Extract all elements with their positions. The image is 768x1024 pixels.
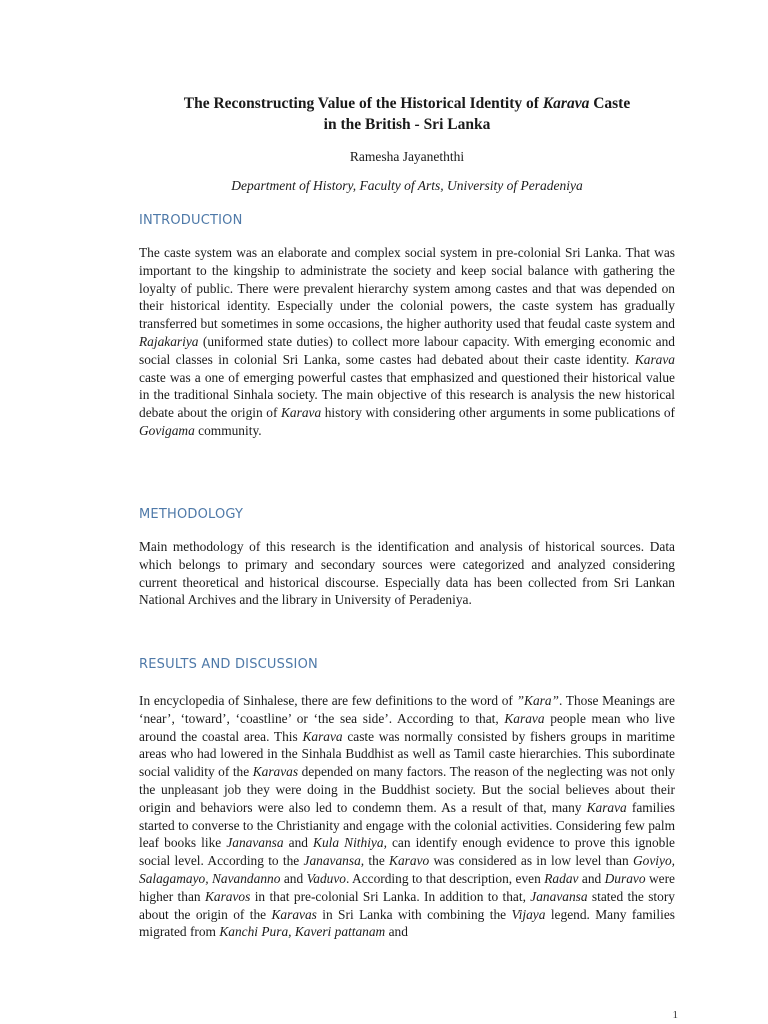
italic-term: Janavansa (530, 888, 588, 904)
text-run: . According to that description, even (346, 870, 545, 886)
text-run: . Those Meanings are ‘near’, ‘toward’, ‘coastline’ or ‘the sea side’. According to that, (139, 693, 675, 726)
paper-title (139, 93, 675, 135)
text-run: stated the story about the origin of the (139, 888, 675, 922)
italic-term: Karavo (389, 853, 430, 869)
text-run: and (280, 870, 307, 886)
italic-term: Karava (634, 351, 675, 367)
italic-term: Vijaya (511, 906, 546, 922)
text-run: Main methodology of this research is the identification and analysis of historical sources. Data which belongs to primary and secondary sources were categorized and analyzed considering current theoretical and historical discourse. Especially data has been collected from Sri Lankan National Archives and the library in University of Peradeniya. (139, 539, 675, 608)
text-run: and (283, 835, 314, 851)
text-run: The caste system was an elaborate and complex social system in pre-colonial Sri Lanka. That was important to the kingship to administrate the society and keep social balance with gathering the loyalty of public. There were prevalent hierarchy system among castes and that was depended on their historical identity. Especially under the colonial powers, the caste system has gradually transferred but sometimes in some occasions, the higher authority used that feudal caste system and (139, 245, 675, 332)
italic-term: Karava (302, 728, 343, 744)
text-run: caste was normally consisted by fishers groups in maritime areas who had lowered in the Sinhala Buddhist as well as Tamil caste hierarchies. This subordinate social validity of the (139, 728, 675, 780)
text-run: families started to converse to the Christianity and engage with the colonial activities. Considering few palm leaf books like (139, 799, 675, 851)
italic-term: Karava (586, 799, 627, 815)
italic-term: Radav (544, 870, 579, 886)
italic-term: Karavas (252, 764, 299, 780)
text-run: were higher than (139, 870, 675, 904)
text-run: in that pre-colonial Sri Lanka. In addition to that, (250, 888, 531, 904)
italic-term: Duravo (604, 870, 646, 886)
text-run: community. (194, 422, 262, 438)
text-run: people mean who live around the coastal area. This (139, 710, 675, 744)
heading-methodology: METHODOLOGY (139, 507, 244, 522)
italic-term: ”Kara” (516, 693, 559, 708)
page-number: 1 (672, 1009, 678, 1021)
title-line-2: in the British - Sri Lanka (323, 116, 491, 133)
text-run: depended on many factors. The reason of the neglecting was not only the unpleasant job they were doing in the Buddhist society. But the social believes about their origin and behaviors were also led to condemn them. As a result of that, many (139, 764, 675, 815)
italic-term: Karavos (204, 888, 251, 904)
italic-term: Karava (280, 405, 322, 421)
text-run: and (385, 924, 408, 940)
italic-term: Karavas (271, 906, 317, 922)
author-name: Ramesha Jayaneththi (349, 149, 465, 164)
paragraph-methodology (139, 538, 675, 609)
italic-term: Janavansa, (303, 853, 365, 869)
paragraph-introduction (139, 244, 675, 440)
italic-term: Goviyo, Salagamayo, Navandanno (139, 853, 675, 886)
italic-term: Kanchi Pura, Kaveri pattanam (219, 924, 386, 940)
author-affiliation: Department of History, Faculty of Arts, University of Peradeniya (231, 178, 583, 193)
title-prefix: The Reconstructing Value of the Historical Identity of (183, 95, 543, 112)
title-line-1 (139, 93, 675, 114)
heading-introduction: INTRODUCTION (139, 213, 243, 228)
italic-term: Vaduvo (306, 870, 346, 886)
italic-term: Govigama (139, 422, 195, 438)
italic-term: Rajakariya (139, 333, 199, 349)
text-run: was considered as in low level than (429, 853, 633, 869)
text-run: the (364, 853, 390, 869)
text-run: in Sri Lanka with combining the (316, 906, 512, 922)
text-run: legend. Many families migrated from (139, 906, 675, 940)
text-run: (uniformed state duties) to collect more labour capacity. With emerging economic and social classes in colonial Sri Lanka, some castes had debated about their caste identity. (139, 333, 675, 367)
text-run: In encyclopedia of Sinhalese, there are few definitions to the word of (139, 693, 517, 708)
heading-results-discussion: RESULTS AND DISCUSSION (139, 657, 318, 672)
title-suffix: Caste (589, 95, 631, 112)
text-run: history with considering other arguments in some publications of (321, 405, 675, 421)
text-run: and (578, 870, 605, 886)
text-run: caste was a one of emerging powerful castes that emphasized and questioned their historical value in the traditional Sinhala society. The main objective of this research is analysis the new historical debate about the origin of (139, 369, 675, 421)
paragraph-results (139, 692, 675, 941)
italic-term: Kula Nithiya, (313, 835, 387, 851)
italic-term: Karava (504, 710, 545, 726)
italic-term: Janavansa (226, 835, 284, 851)
title-italic-karava: Karava (542, 95, 590, 112)
text-run: can identify enough evidence to prove this ignoble social level. According to the (139, 835, 676, 869)
